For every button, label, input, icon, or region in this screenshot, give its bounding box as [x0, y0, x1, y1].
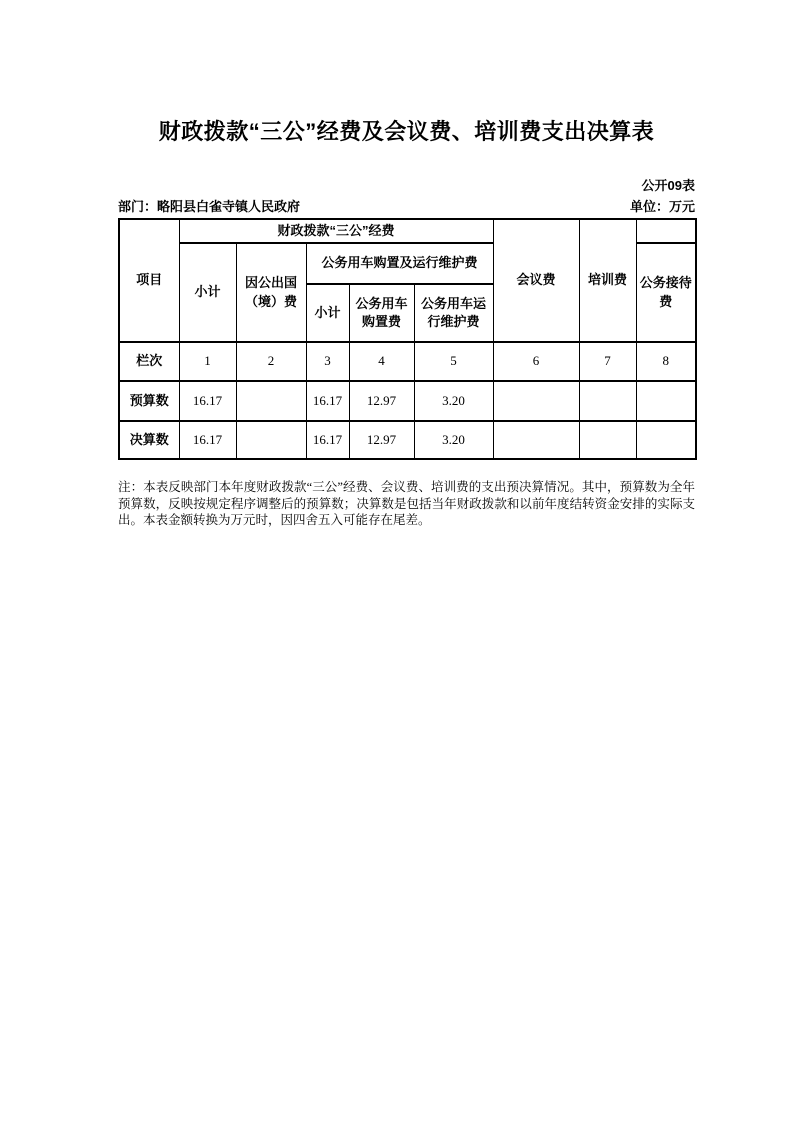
- data-cell: 16.17: [306, 421, 349, 459]
- form-code-label: 公开09表: [641, 178, 695, 193]
- header-cell-vehicle-purchase: 公务用车购置费: [349, 284, 414, 342]
- data-cell: 3.20: [414, 421, 493, 459]
- data-cell: [636, 381, 696, 421]
- row-label: 预算数: [119, 381, 179, 421]
- data-cell: 16.17: [179, 381, 236, 421]
- data-cell: 3.20: [414, 381, 493, 421]
- column-index-cell: 4: [349, 342, 414, 381]
- column-index-cell: 5: [414, 342, 493, 381]
- header-cell-training: 培训费: [579, 219, 636, 342]
- header-cell-meeting: 会议费: [493, 219, 579, 342]
- header-cell-sangong-group: 财政拨款“三公”经费: [179, 219, 493, 243]
- meta-line: [118, 199, 695, 215]
- header-row-1: [119, 219, 696, 243]
- department-label: 部门：略阳县白雀寺镇人民政府: [118, 199, 301, 214]
- column-index-cell: 2: [236, 342, 306, 381]
- row-label: 栏次: [119, 342, 179, 381]
- header-cell-vehicle-subtotal: 小计: [306, 284, 349, 342]
- header-cell-reception: 公务接待费: [636, 243, 696, 342]
- table-row-final: [119, 421, 696, 459]
- data-cell: [579, 381, 636, 421]
- data-cell: [236, 421, 306, 459]
- footnote: 注：本表反映部门本年度财政拨款“三公”经费、会议费、培训费的支出预决算情况。其中，预算数为全年预算数，反映按规定程序调整后的预算数；决算数是包括当年财政拨款和以前年度结转资金安排的实际支出。本表金额转换为万元时，因四舍五入可能存在尾差。: [118, 480, 695, 527]
- data-cell: [236, 381, 306, 421]
- column-index-cell: 6: [493, 342, 579, 381]
- header-cell-subtotal: 小计: [179, 243, 236, 342]
- column-index-cell: 3: [306, 342, 349, 381]
- report-document: [118, 0, 695, 529]
- data-cell: [636, 421, 696, 459]
- data-cell: [579, 421, 636, 459]
- header-cell-abroad: 因公出国（境）费: [236, 243, 306, 342]
- header-cell-vehicle-maintenance: 公务用车运行维护费: [414, 284, 493, 342]
- data-cell: 16.17: [306, 381, 349, 421]
- data-cell: [493, 421, 579, 459]
- data-cell: 12.97: [349, 421, 414, 459]
- unit-label: 单位：万元: [629, 199, 695, 214]
- row-label: 决算数: [119, 421, 179, 459]
- expenses-table: [118, 218, 697, 460]
- data-cell: 12.97: [349, 381, 414, 421]
- column-index-cell: 8: [636, 342, 696, 381]
- column-index-cell: 7: [579, 342, 636, 381]
- data-cell: [493, 381, 579, 421]
- column-index-cell: 1: [179, 342, 236, 381]
- table-row-budget: [119, 381, 696, 421]
- header-cell-vehicle-group: 公务用车购置及运行维护费: [306, 243, 493, 284]
- table-row-column-index: [119, 342, 696, 381]
- data-cell: 16.17: [179, 421, 236, 459]
- page-title: 财政拨款“三公”经费及会议费、培训费支出决算表: [158, 119, 655, 144]
- header-cell-project: 项目: [119, 219, 179, 342]
